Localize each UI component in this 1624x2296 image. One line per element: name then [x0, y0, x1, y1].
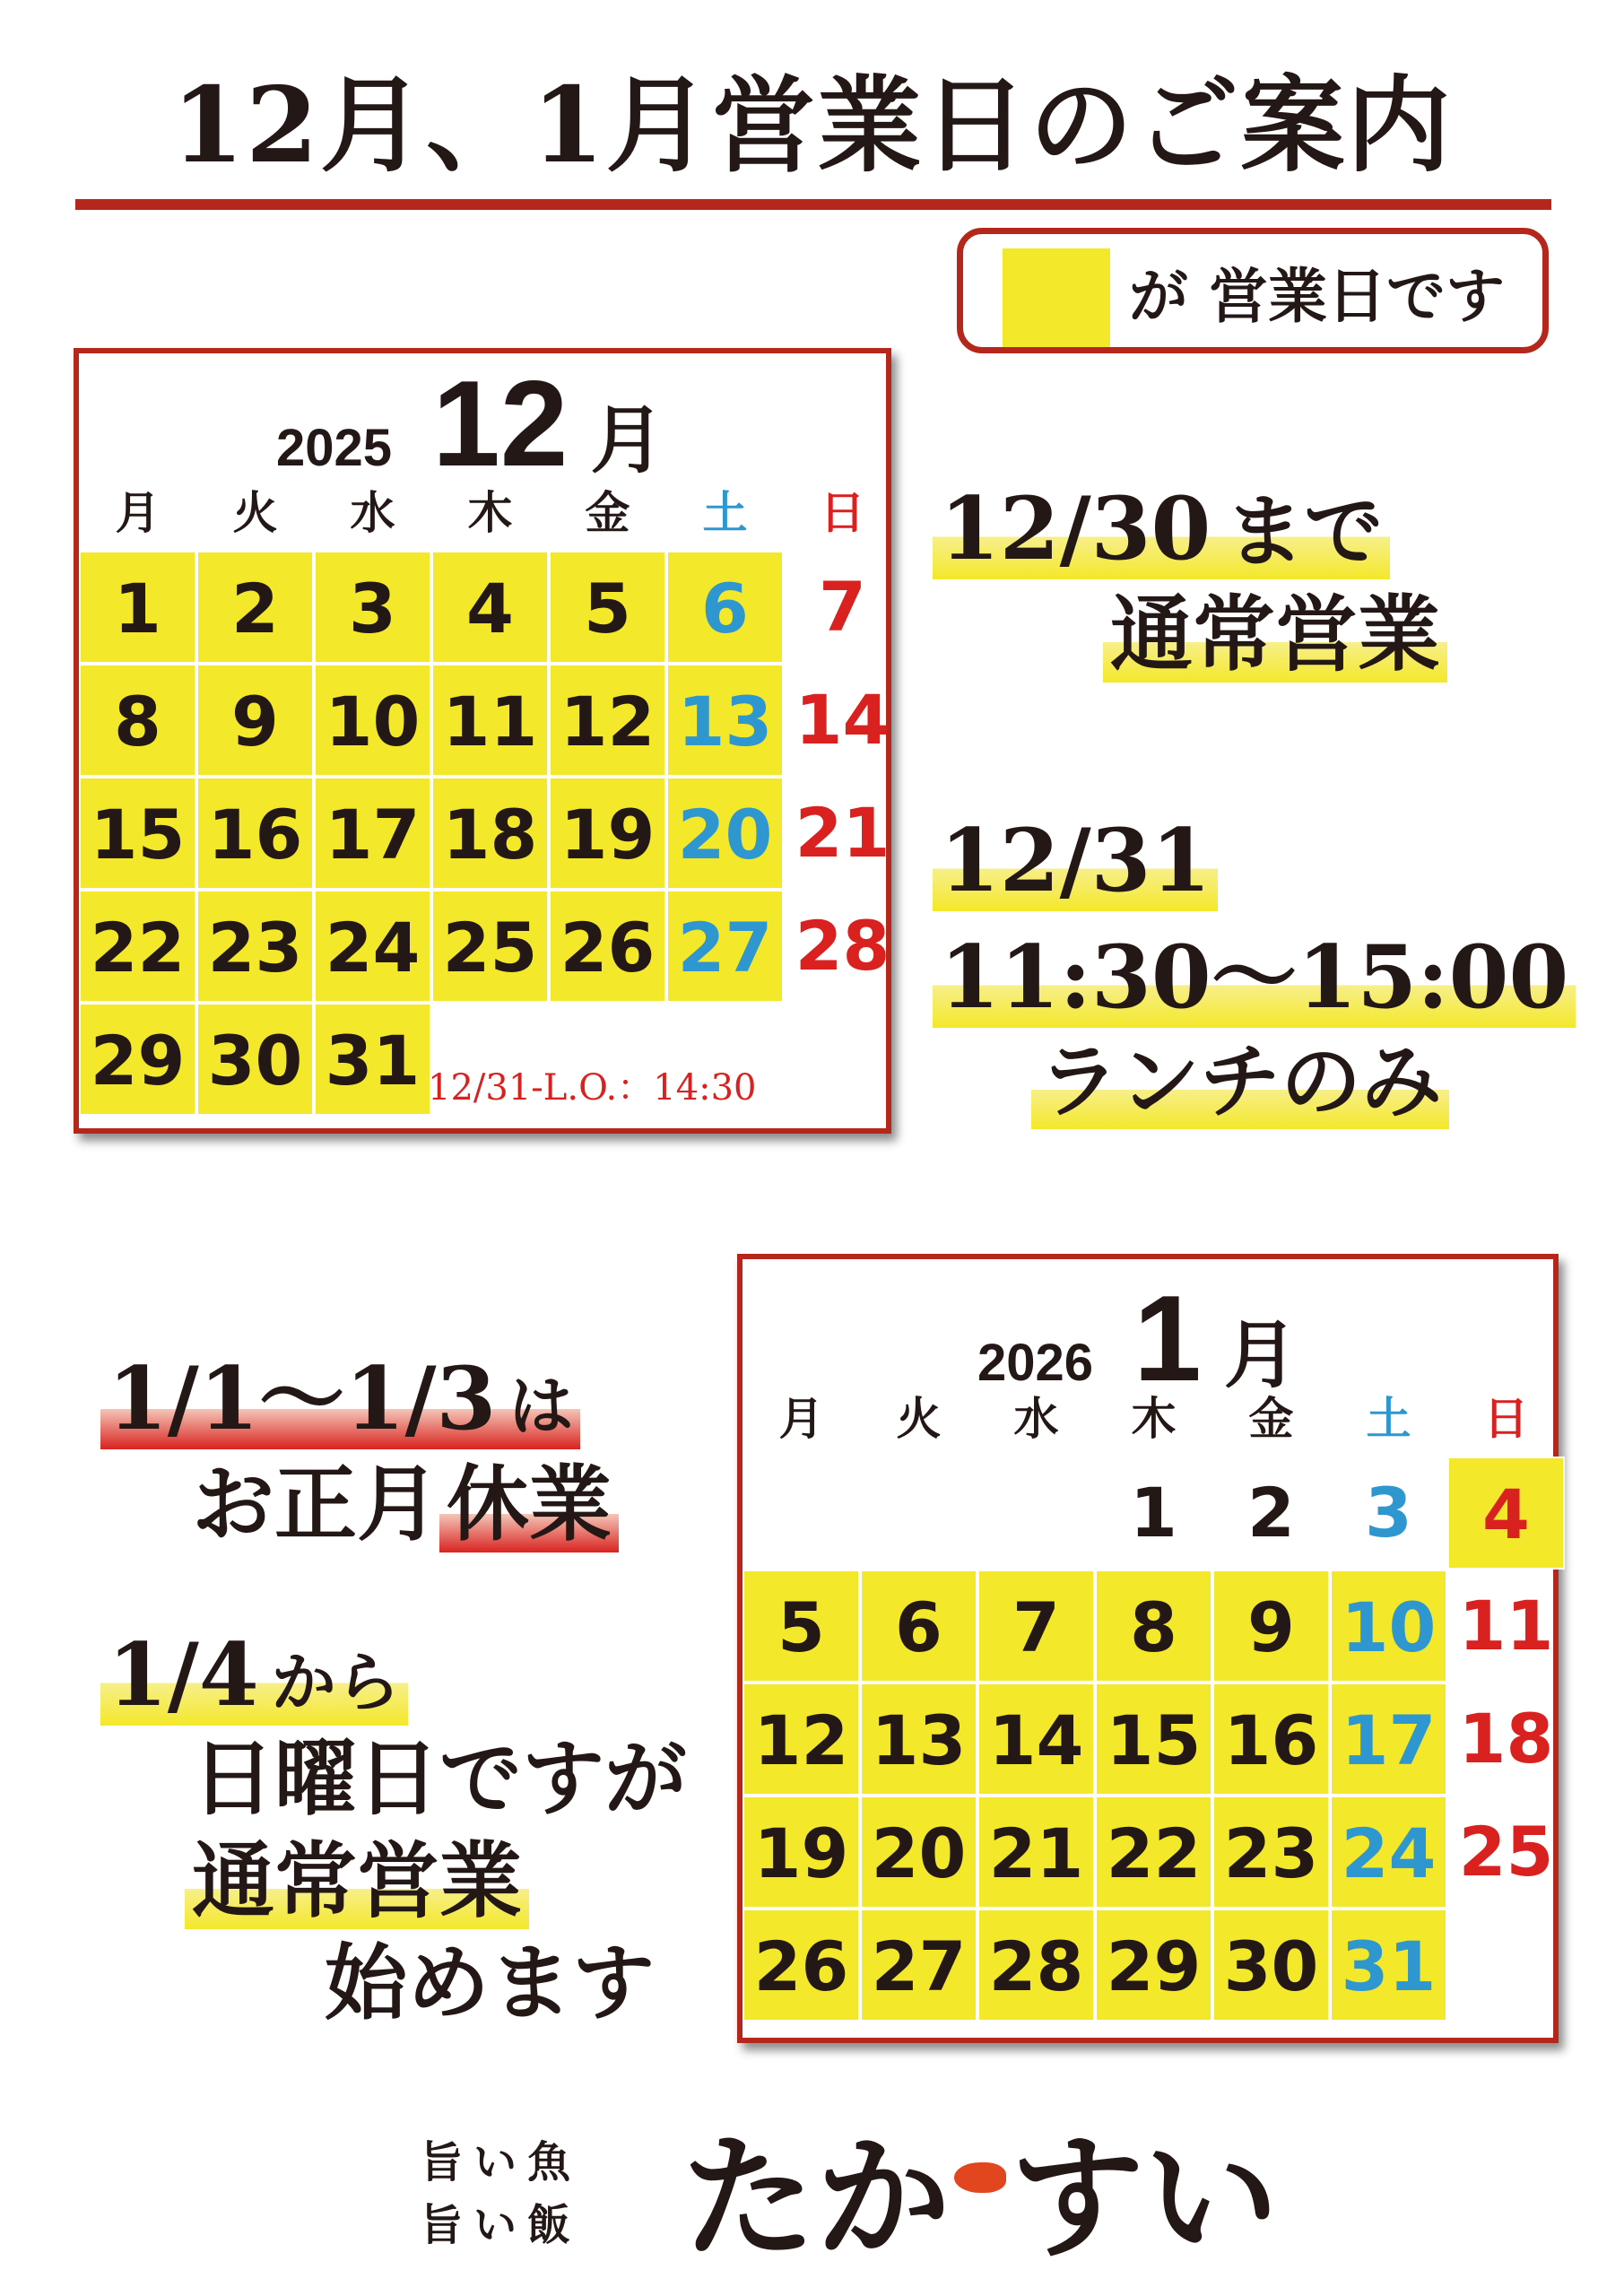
note-newyear-range [100, 1345, 580, 1460]
newyear-range: 1/1～1/3 [108, 1348, 497, 1449]
calendar-day: 3 [1365, 1473, 1412, 1552]
calendar-day: 2 [196, 551, 314, 664]
note-from-date [100, 1622, 408, 1736]
fish-icon [954, 2162, 1006, 2193]
calendar-day: 5 [743, 1570, 860, 1683]
calendar-header [977, 1268, 1298, 1406]
logo-text-a: たか [682, 2119, 951, 2277]
sunday-but-text: 日曜日ですが [192, 1731, 688, 1827]
calendar-day: 28 [977, 1909, 1095, 2022]
from-suffix: から [271, 1645, 401, 1720]
weekday-label: 水 [350, 487, 395, 539]
calendar-day: 29 [79, 1003, 196, 1116]
weekday-label: 木 [1131, 1393, 1177, 1445]
calendar-day: 3 [314, 551, 431, 664]
calendar-day: 24 [1330, 1796, 1447, 1909]
note-starts [325, 1932, 655, 2036]
calendar-day: 13 [860, 1683, 977, 1796]
calendar-day: 14 [795, 680, 890, 760]
calendar-day: 26 [549, 890, 666, 1003]
calendar-day: 22 [79, 890, 196, 1003]
weekday-label: 月 [115, 487, 161, 539]
calendar-day: 31 [314, 1003, 431, 1116]
calendar-day: 10 [314, 664, 431, 777]
calendar-day: 19 [549, 777, 666, 890]
note-sunday-but [192, 1727, 687, 1831]
calendar-day: 11 [1458, 1586, 1554, 1665]
calendar-day: 16 [1212, 1683, 1330, 1796]
note-newyear-closed [192, 1453, 619, 1557]
legend-swatch [1003, 248, 1110, 347]
calendar-day: 1 [79, 551, 196, 664]
calendar-day: 6 [666, 551, 784, 664]
page-title: 12月、1月営業日のご案内 [171, 65, 1453, 187]
calendar-day: 18 [1458, 1699, 1554, 1779]
calendar-day: 13 [666, 664, 784, 777]
calendar-day: 15 [79, 777, 196, 890]
calendar-day: 31 [1330, 1909, 1447, 2022]
last-order-note: 12/31-L.O.：14:30 [428, 1067, 757, 1109]
calendar-day: 21 [977, 1796, 1095, 1909]
calendar-day: 14 [977, 1683, 1095, 1796]
starts-text: 始めます [325, 1935, 656, 2031]
calendar-month-number: 12 [432, 355, 569, 491]
note-normal-business-2 [185, 1830, 529, 1934]
lunch-only-text: ランチのみ [1031, 1035, 1449, 1129]
note-lunch-only [1031, 1031, 1449, 1134]
calendar-year: 2026 [977, 1334, 1094, 1392]
calendar-day: 12 [743, 1683, 860, 1796]
calendar-day: 23 [196, 890, 314, 1003]
calendar-day: 12 [549, 664, 666, 777]
calendar-year: 2025 [276, 419, 393, 477]
calendar-day: 9 [196, 664, 314, 777]
weekday-label: 月 [778, 1393, 824, 1445]
calendar-day: 7 [977, 1570, 1095, 1683]
calendar-month-suffix: 月 [590, 398, 664, 483]
calendar-month-suffix: 月 [1223, 1313, 1298, 1398]
calendar-day: 22 [1095, 1796, 1212, 1909]
calendar-day: 20 [860, 1796, 977, 1909]
calendar-day: 9 [1212, 1570, 1330, 1683]
calendar-day: 15 [1095, 1683, 1212, 1796]
weekday-label: 水 [1013, 1393, 1059, 1445]
calendar-day: 16 [196, 777, 314, 890]
normal-business-text-2: 通常営業 [185, 1833, 529, 1929]
note-normal-business [1103, 583, 1447, 687]
calendar-december [74, 348, 891, 1134]
newyear-closed-a: お正月 [192, 1457, 440, 1552]
weekday-label: 日 [820, 487, 865, 539]
dec31-hours: 11:30～15:00 [933, 926, 1576, 1028]
calendar-month-number: 1 [1133, 1270, 1202, 1406]
shop-logo [682, 2119, 1280, 2277]
calendar-day: 11 [431, 664, 549, 777]
calendar-day: 8 [79, 664, 196, 777]
calendar-day: 26 [743, 1909, 860, 2022]
logo-text-b: すい [1010, 2119, 1280, 2277]
footer-tagline-2: 旨い飯 [420, 2200, 582, 2250]
calendar-day: 4 [431, 551, 549, 664]
calendar-day: 7 [819, 567, 866, 647]
calendar-day: 6 [860, 1570, 977, 1683]
title-divider [75, 199, 1551, 210]
weekday-label: 木 [467, 487, 513, 539]
legend-box [957, 228, 1549, 353]
calendar-day: 25 [1458, 1812, 1554, 1892]
calendar-day: 17 [314, 777, 431, 890]
weekday-label: 火 [896, 1393, 942, 1445]
calendar-day: 19 [743, 1796, 860, 1909]
note-dec31-date [933, 807, 1218, 915]
calendar-day: 21 [795, 793, 890, 873]
normal-business-text: 通常営業 [1103, 587, 1447, 683]
calendar-day: 8 [1095, 1570, 1212, 1683]
note-until-date [933, 475, 1390, 586]
weekday-label: 金 [585, 487, 630, 539]
calendar-day: 5 [549, 551, 666, 664]
calendar-day: 18 [431, 777, 549, 890]
newyear-particle: は [508, 1369, 574, 1444]
weekday-label: 日 [1483, 1393, 1529, 1445]
weekday-label: 土 [1366, 1393, 1411, 1445]
calendar-day: 27 [666, 890, 784, 1003]
calendar-day: 29 [1095, 1909, 1212, 2022]
legend-text: が 営業日です [1129, 262, 1505, 331]
calendar-day: 1 [1130, 1473, 1177, 1552]
note-dec31-hours [933, 924, 1576, 1031]
weekday-label: 土 [702, 487, 748, 539]
dec31-date: 12/31 [933, 810, 1218, 911]
calendar-header [276, 353, 664, 497]
calendar-day: 30 [1212, 1909, 1330, 2022]
calendar-day: 4 [1447, 1457, 1565, 1570]
calendar-day: 17 [1330, 1683, 1447, 1796]
calendar-day: 10 [1330, 1570, 1447, 1683]
calendar-day: 23 [1212, 1796, 1330, 1909]
calendar-january [737, 1254, 1559, 2043]
until-date: 12/30 [940, 478, 1211, 579]
calendar-day: 20 [666, 777, 784, 890]
weekday-label: 火 [232, 487, 278, 539]
footer-tagline-1: 旨い魚 [420, 2137, 582, 2187]
calendar-day: 25 [431, 890, 549, 1003]
calendar-day: 28 [795, 906, 890, 986]
calendar-day: 2 [1247, 1473, 1295, 1552]
calendar-day: 27 [860, 1909, 977, 2022]
until-suffix: まで [1225, 485, 1384, 578]
calendar-day: 24 [314, 890, 431, 1003]
weekday-label: 金 [1248, 1393, 1294, 1445]
from-date: 1/4 [108, 1624, 259, 1726]
newyear-closed-b: 休業 [439, 1457, 619, 1552]
calendar-day: 30 [196, 1003, 314, 1116]
